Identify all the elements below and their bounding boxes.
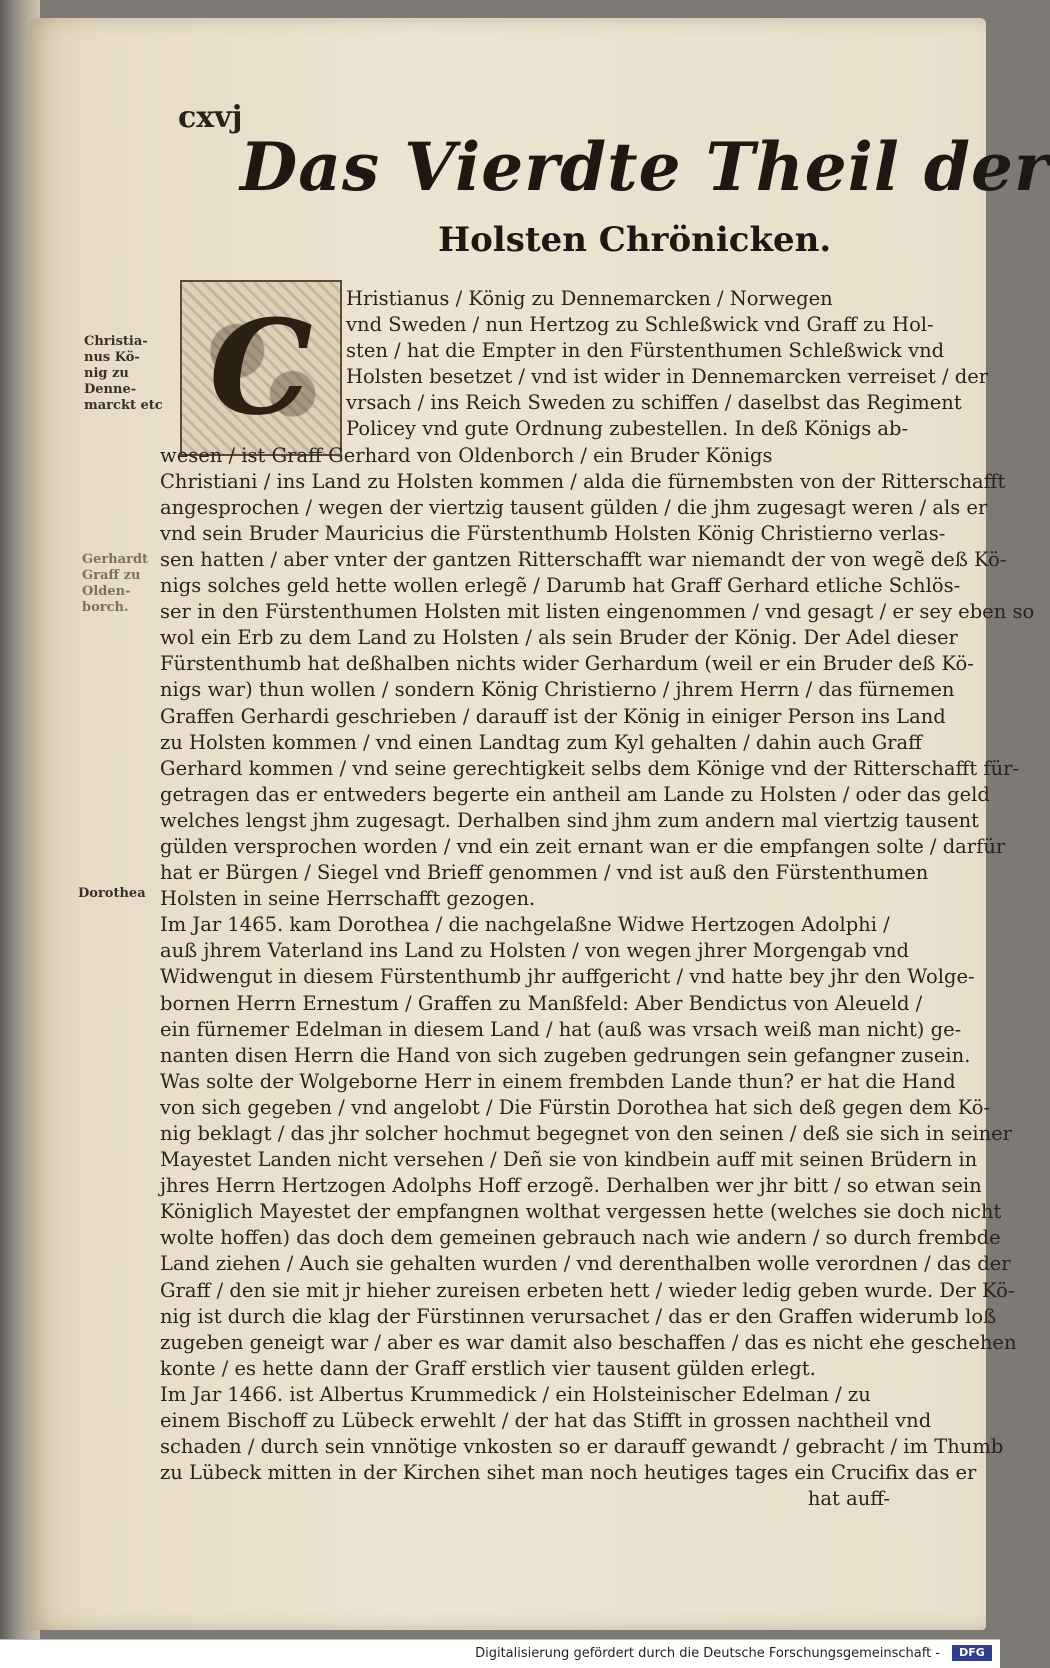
text-line: hat er Bürgen / Siegel vnd Brieff genommen / vnd ist auß den Fürstenthumen xyxy=(160,861,929,885)
text-line: nig beklagt / das jhr solcher hochmut begegnet von den seinen / deß sie sich in seiner xyxy=(160,1122,1013,1145)
text-line: sten / hat die Empter in den Fürstenthumen Schleßwick vnd xyxy=(346,339,945,363)
margin-note-dorothea xyxy=(78,886,146,902)
text-line: Holsten in seine Herrschafft gezogen. xyxy=(160,887,536,911)
text-line: von sich gegeben / vnd angelobt / Die Fürstin Dorothea hat sich deß gegen dem Kö- xyxy=(160,1095,991,1119)
text-line: bornen Herrn Ernestum / Graffen zu Manßfeld: Aber Bendictus von Aleueld / xyxy=(160,991,923,1015)
dfg-logo: DFG xyxy=(952,1645,992,1661)
text-line: Graff / den sie mit jr hieher zureisen erbeten hett / wieder ledig geben wurde. Der Kö- xyxy=(160,1278,1015,1302)
text-line: Fürstenthumb hat deßhalben nichts wider Gerhardum (weil er ein Bruder deß Kö- xyxy=(160,652,974,676)
text-line: vrsach / ins Reich Sweden zu schiffen / daselbst das Regiment xyxy=(346,391,962,415)
text-line: einem Bischoff zu Lübeck erwehlt / der hat das Stifft in grossen nachtheil vnd xyxy=(160,1409,932,1433)
margin-note-line: Dorothea xyxy=(78,886,146,901)
footer xyxy=(0,1639,1000,1668)
text-line: Gerhard kommen / vnd seine gerechtigkeit selbs dem Könige vnd der Ritterschafft für- xyxy=(160,756,1020,780)
text-line: welches lengst jhm zugesagt. Derhalben sind jhm zum andern mal viertzig tausent xyxy=(160,808,979,832)
text-line: angesprochen / wegen der viertzig tausent gülden / die jhm zugesagt weren / als er xyxy=(160,495,988,519)
text-line: Land ziehen / Auch sie gehalten wurden / vnd derenthalben wolle verordnen / das der xyxy=(160,1252,1011,1276)
margin-note-line: nus Kö- xyxy=(84,350,140,365)
text-line: Im Jar 1465. kam Dorothea / die nachgelaßne Widwe Hertzogen Adolphi / xyxy=(160,913,890,937)
text-line: wolte hoffen) das doch dem gemeinen gebrauch nach wie andern / so durch frembde xyxy=(160,1226,1001,1250)
page-subtitle: Holsten Chrönicken. xyxy=(438,220,832,260)
text-line: Im Jar 1466. ist Albertus Krummedick / ein Holsteinischer Edelman / zu xyxy=(160,1382,871,1406)
text-line: nigs war) thun wollen / sondern König Christierno / jhrem Herrn / das fürnemen xyxy=(160,678,955,702)
text-line: zu Lübeck mitten in der Kirchen sihet man noch heutiges tages ein Crucifix das er xyxy=(160,1461,977,1485)
text-line: konte / es hette dann der Graff erstlich vier tausent gülden erlegt. xyxy=(160,1356,816,1380)
text-line: auß jhrem Vaterland ins Land zu Holsten / von wegen jhrer Morgengab vnd xyxy=(160,939,909,963)
text-line: Graffen Gerhardi geschrieben / darauff ist der König in einiger Person ins Land xyxy=(160,704,946,728)
text-line: zugeben geneigt war / aber es war damit also beschaffen / das es nicht ehe geschehen xyxy=(160,1330,1017,1354)
text-line: zu Holsten kommen / vnd einen Landtag zum Kyl gehalten / dahin auch Graff xyxy=(160,730,922,754)
text-line: Mayestet Landen nicht versehen / Deñ sie von kindbein auff mit seinen Brüdern in xyxy=(160,1148,978,1172)
margin-note-line: Olden- xyxy=(82,584,131,599)
margin-note-line: marckt etc xyxy=(84,398,163,413)
text-line: gülden versprochen worden / vnd ein zeit ernant wan er die empfangen solte / darfür xyxy=(160,834,1006,858)
margin-note-line: Graff zu xyxy=(82,568,141,583)
margin-note-gerhardt xyxy=(82,552,148,616)
body-text xyxy=(160,286,1035,1512)
page-number: cxvj xyxy=(178,100,243,135)
text-line: Holsten besetzet / vnd ist wider in Dennemarcken verreiset / der xyxy=(346,365,989,389)
text-line: wesen / ist Graff Gerhard von Oldenborch / ein Bruder Königs xyxy=(160,443,773,467)
text-line: Widwengut in diesem Fürstenthumb jhr auffgericht / vnd hatte bey jhr den Wolge- xyxy=(160,965,975,989)
text-line: hat auff- xyxy=(807,1487,890,1511)
text-line: getragen das er entweders begerte ein antheil am Lande zu Holsten / oder das geld xyxy=(160,782,990,806)
page-title: Das Vierdte Theil der xyxy=(240,128,1050,206)
margin-note-line: Denne- xyxy=(84,382,137,397)
margin-note-line: Gerhardt xyxy=(82,552,149,567)
text-line: vnd sein Bruder Mauricius die Fürstenthumb Holsten König Christierno verlas- xyxy=(160,521,946,545)
text-line: wol ein Erb zu dem Land zu Holsten / als sein Bruder der König. Der Adel dieser xyxy=(160,626,958,650)
margin-note-line: Christia- xyxy=(84,334,148,349)
text-line: nanten disen Herrn die Hand von sich zugeben gedrungen sein gefangner zusein. xyxy=(160,1043,971,1067)
text-line: nigs solches geld hette wollen erlegẽ / Darumb hat Graff Gerhard etliche Schlös- xyxy=(160,574,961,598)
text-line: Policey vnd gute Ordnung zubestellen. In deß Königs ab- xyxy=(346,417,909,441)
margin-note-line: nig zu xyxy=(84,366,129,381)
text-line: Königlich Mayestet der empfangnen wolthat vergessen hette (welches sie doch nicht xyxy=(160,1200,1002,1224)
text-line: nig ist durch die klag der Fürstinnen verursachet / das er den Graffen widerumb loß xyxy=(160,1304,997,1328)
text-line: Christiani / ins Land zu Holsten kommen / alda die fürnembsten von der Ritterschafft xyxy=(160,469,1006,493)
text-line: ser in den Fürstenthumen Holsten mit listen eingenommen / vnd gesagt / er sey eben so xyxy=(160,600,1035,624)
text-line: vnd Sweden / nun Hertzog zu Schleßwick vnd Graff zu Hol- xyxy=(346,313,934,337)
text-line: jhres Herrn Hertzogen Adolphs Hoff erzogẽ. Derhalben wer jhr bitt / so etwan sein xyxy=(160,1174,982,1198)
text-line: Hristianus / König zu Dennemarcken / Norwegen xyxy=(346,287,833,310)
margin-note-christianus xyxy=(84,334,163,414)
text-line: schaden / durch sein vnnötige vnkosten so er darauff gewandt / gebracht / im Thumb xyxy=(160,1435,1004,1459)
initial-letter: C xyxy=(209,291,313,444)
text-line: Was solte der Wolgeborne Herr in einem frembden Lande thun? er hat die Hand xyxy=(160,1069,956,1093)
footer-credit: Digitalisierung gefördert durch die Deutsche Forschungsgemeinschaft - xyxy=(475,1646,940,1661)
text-line: ein fürnemer Edelman in diesem Land / hat (auß was vrsach weiß man nicht) ge- xyxy=(160,1017,962,1041)
text-line: sen hatten / aber vnter der gantzen Ritterschafft war niemandt der von wegẽ deß Kö- xyxy=(160,547,1007,571)
margin-note-line: borch. xyxy=(82,600,129,615)
